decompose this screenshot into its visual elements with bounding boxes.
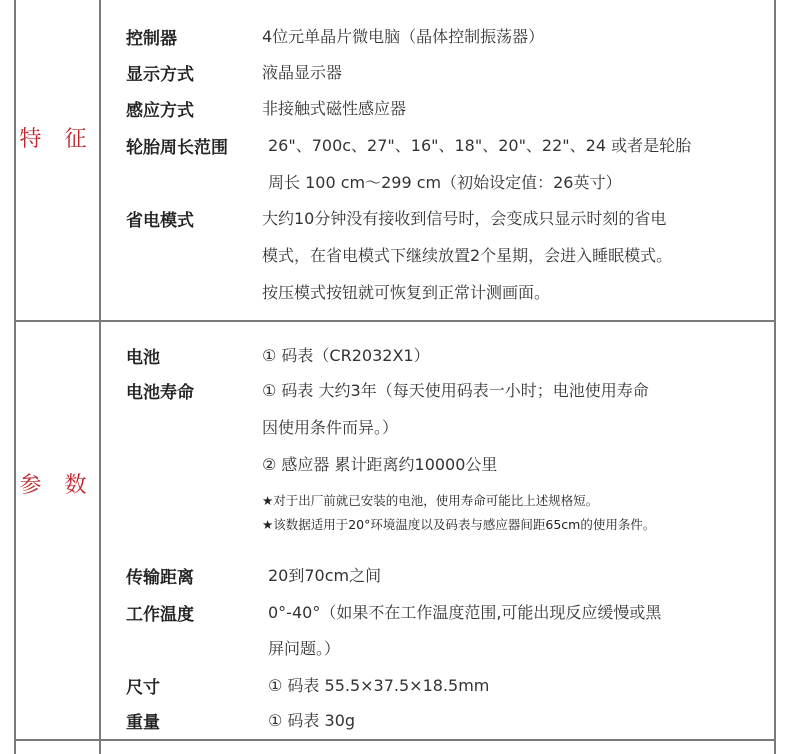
label-controller: 控制器 — [126, 29, 177, 49]
label-battery: 电池 — [126, 348, 160, 368]
label-display: 显示方式 — [126, 65, 194, 85]
value-operating-temperature-2: 屏问题。） — [268, 639, 341, 658]
label-battery-life: 电池寿命 — [126, 383, 194, 403]
value-dimensions: ① 码表 55.5×37.5×18.5mm — [268, 676, 490, 695]
value-tire-circumference: 26"、700c、27"、16"、18"、20"、22"、24 或者是轮胎 — [268, 136, 692, 155]
value-battery-life: ① 码表 大约3年（每天使用码表一小时；电池使用寿命 — [262, 381, 649, 400]
label-weight: 重量 — [126, 713, 160, 733]
value-display: 液晶显示器 — [262, 63, 343, 82]
value-battery-life-3: ② 感应器 累计距离约10000公里 — [262, 455, 498, 474]
column-divider — [99, 0, 101, 754]
section-divider — [14, 320, 776, 322]
section-title-features: 特 征 — [19, 127, 95, 152]
label-tire-circumference: 轮胎周长范围 — [126, 138, 228, 158]
value-battery: ① 码表（CR2032X1） — [262, 346, 430, 365]
value-power-saving-3: 按压模式按钮就可恢复到正常计测画面。 — [262, 283, 551, 302]
note-2: ★该数据适用于20°环境温度以及码表与感应器间距65cm的使用条件。 — [262, 517, 656, 532]
label-transmission-distance: 传输距离 — [126, 568, 194, 588]
value-weight: ① 码表 30g — [268, 711, 356, 730]
value-tire-circumference-2: 周长 100 cm～299 cm（初始设定值：26英寸） — [268, 173, 622, 192]
value-battery-life-2: 因使用条件而异。） — [262, 418, 399, 437]
table-left-border — [14, 0, 16, 754]
label-operating-temperature: 工作温度 — [126, 605, 194, 625]
label-power-saving: 省电模式 — [126, 211, 194, 231]
value-transmission-distance: 20到70cm之间 — [268, 566, 382, 585]
table-right-border — [774, 0, 776, 754]
value-controller: 4位元单晶片微电脑（晶体控制振荡器） — [262, 27, 545, 46]
label-dimensions: 尺寸 — [126, 678, 160, 698]
value-sensing: 非接触式磁性感应器 — [262, 99, 407, 118]
note-1: ★对于出厂前就已安装的电池，使用寿命可能比上述规格短。 — [262, 493, 599, 508]
label-sensing: 感应方式 — [126, 101, 194, 121]
value-power-saving-2: 模式，在省电模式下继续放置2个星期，会进入睡眠模式。 — [262, 246, 673, 265]
table-bottom-border — [14, 739, 776, 741]
section-title-parameters: 参 数 — [19, 473, 95, 498]
value-power-saving: 大约10分钟没有接收到信号时，会变成只显示时刻的省电 — [262, 209, 667, 228]
value-operating-temperature: 0°-40°（如果不在工作温度范围,可能出现反应缓慢或黑 — [268, 603, 662, 622]
